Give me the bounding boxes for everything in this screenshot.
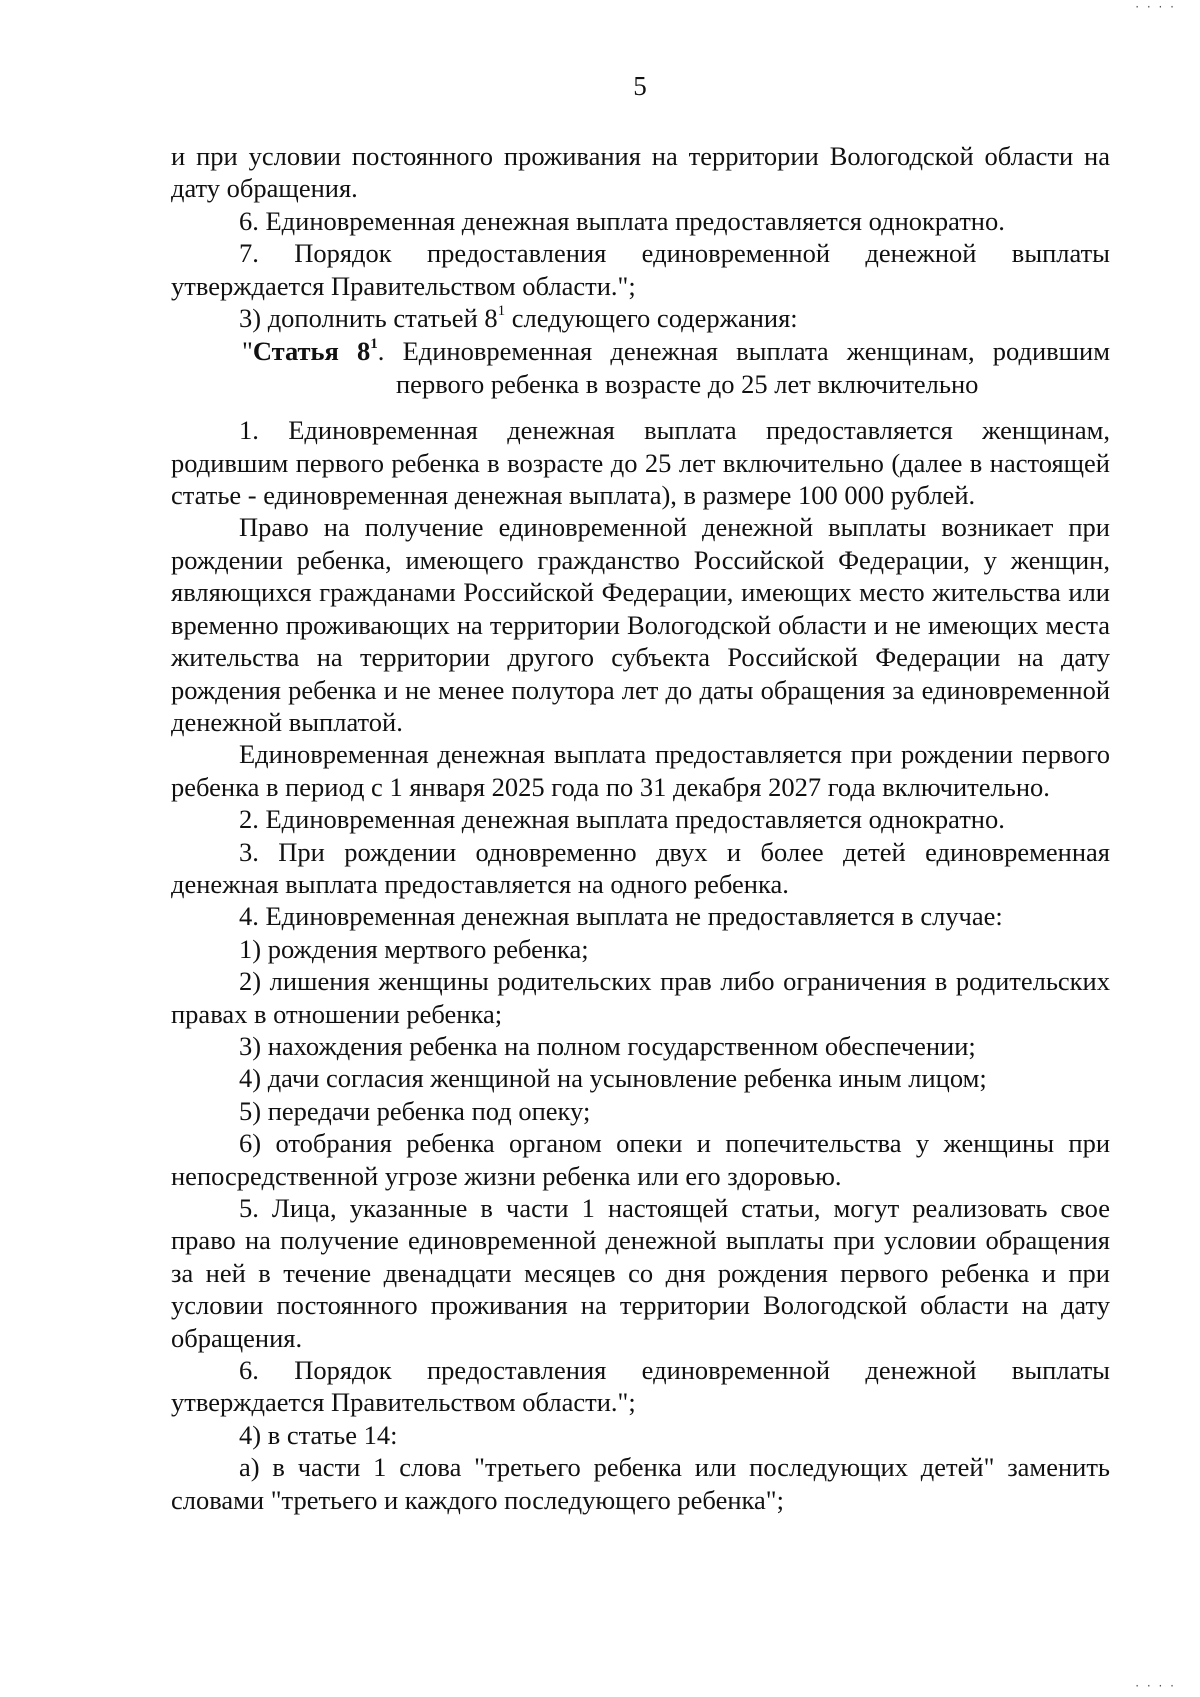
paragraph: а) в части 1 слова "третьего ребенка или последующих детей" заменить словами "третьего и каждого последующего ребенка"; [171,1452,1110,1515]
list-item: 4) дачи согласия женщиной на усыновление ребенка иным лицом; [239,1063,987,1094]
paragraph: 7. Порядок предоставления единовременной денежной выплаты утверждается Правительством области."; [171,238,1110,301]
list-item: 6) отобрания ребенка органом опеки и попечительства у женщины при непосредственной угрозе жизни ребенка или его здоровью. [171,1128,1110,1191]
scan-artifact-bottom: · · · · [1135,1679,1176,1693]
article-heading [171,335,1110,400]
paragraph: 5. Лица, указанные в части 1 настоящей статьи, могут реализовать свое право на получение единовременной денежной выплаты при условии обращения за ней в течение двенадцати месяцев со дня рождения первого ребенка и при условии постоянного проживания на территории Вологодской области на дату обращения. [171,1193,1110,1353]
paragraph: 3. При рождении одновременно двух и более детей единовременная денежная выплата предоставляется на одного ребенка. [171,836,1110,899]
paragraph: Единовременная денежная выплата предоставляется при рождении первого ребенка в период с 1 января 2025 года по 31 декабря 2027 года включительно. [171,739,1110,802]
paragraph [171,302,1110,334]
paragraph: 6. Порядок предоставления единовременной денежной выплаты утверждается Правительством области."; [171,1355,1110,1418]
list-item: 5) передачи ребенка под опеку; [239,1095,591,1126]
document-body [171,140,1110,1516]
text-fragment: следующего содержания: [505,303,798,334]
paragraph: Право на получение единовременной денежной выплаты возникает при рождении ребенка, имеющего гражданство Российской Федерации, у женщин, являющихся гражданами Российской Федерации, имеющих место жительства или временно проживающих на территории Вологодской области и не имеющих места жительства на территории другого субъекта Российской Федерации на дату рождения ребенка и не менее полутора лет до даты обращения за единовременной денежной выплатой. [171,512,1110,737]
quote-mark: " [242,336,253,367]
superscript: 1 [497,303,506,320]
article-heading-line: первого ребенка в возрасте до 25 лет включительно [396,368,979,399]
paragraph: 2. Единовременная денежная выплата предоставляется однократно. [239,804,1005,835]
page-number: 5 [633,71,647,101]
list-item: 2) лишения женщины родительских прав либо ограничения в родительских правах в отношении ребенка; [171,966,1110,1029]
paragraph: и при условии постоянного проживания на территории Вологодской области на дату обращения. [171,141,1110,204]
article-title-bold: Статья 8 [252,336,371,367]
paragraph: 6. Единовременная денежная выплата предоставляется однократно. [239,205,1005,236]
paragraph: 4) в статье 14: [239,1419,398,1450]
scan-artifact-top: · · · · [1135,0,1176,14]
article-heading-line [242,335,1110,367]
paragraph: 4. Единовременная денежная выплата не предоставляется в случае: [239,901,1003,932]
article-title-rest: . Единовременная денежная выплата женщинам, родившим [377,336,1110,367]
list-item: 1) рождения мертвого ребенка; [239,933,589,964]
text-fragment: 3) дополнить статьей 8 [239,303,498,334]
paragraph: 1. Единовременная денежная выплата предоставляется женщинам, родившим первого ребенка в возрасте до 25 лет включительно (далее в настоящей статье - единовременная денежная выплата), в размере 100 000 рублей. [171,415,1110,511]
list-item: 3) нахождения ребенка на полном государственном обеспечении; [239,1030,976,1061]
superscript: 1 [370,336,378,353]
